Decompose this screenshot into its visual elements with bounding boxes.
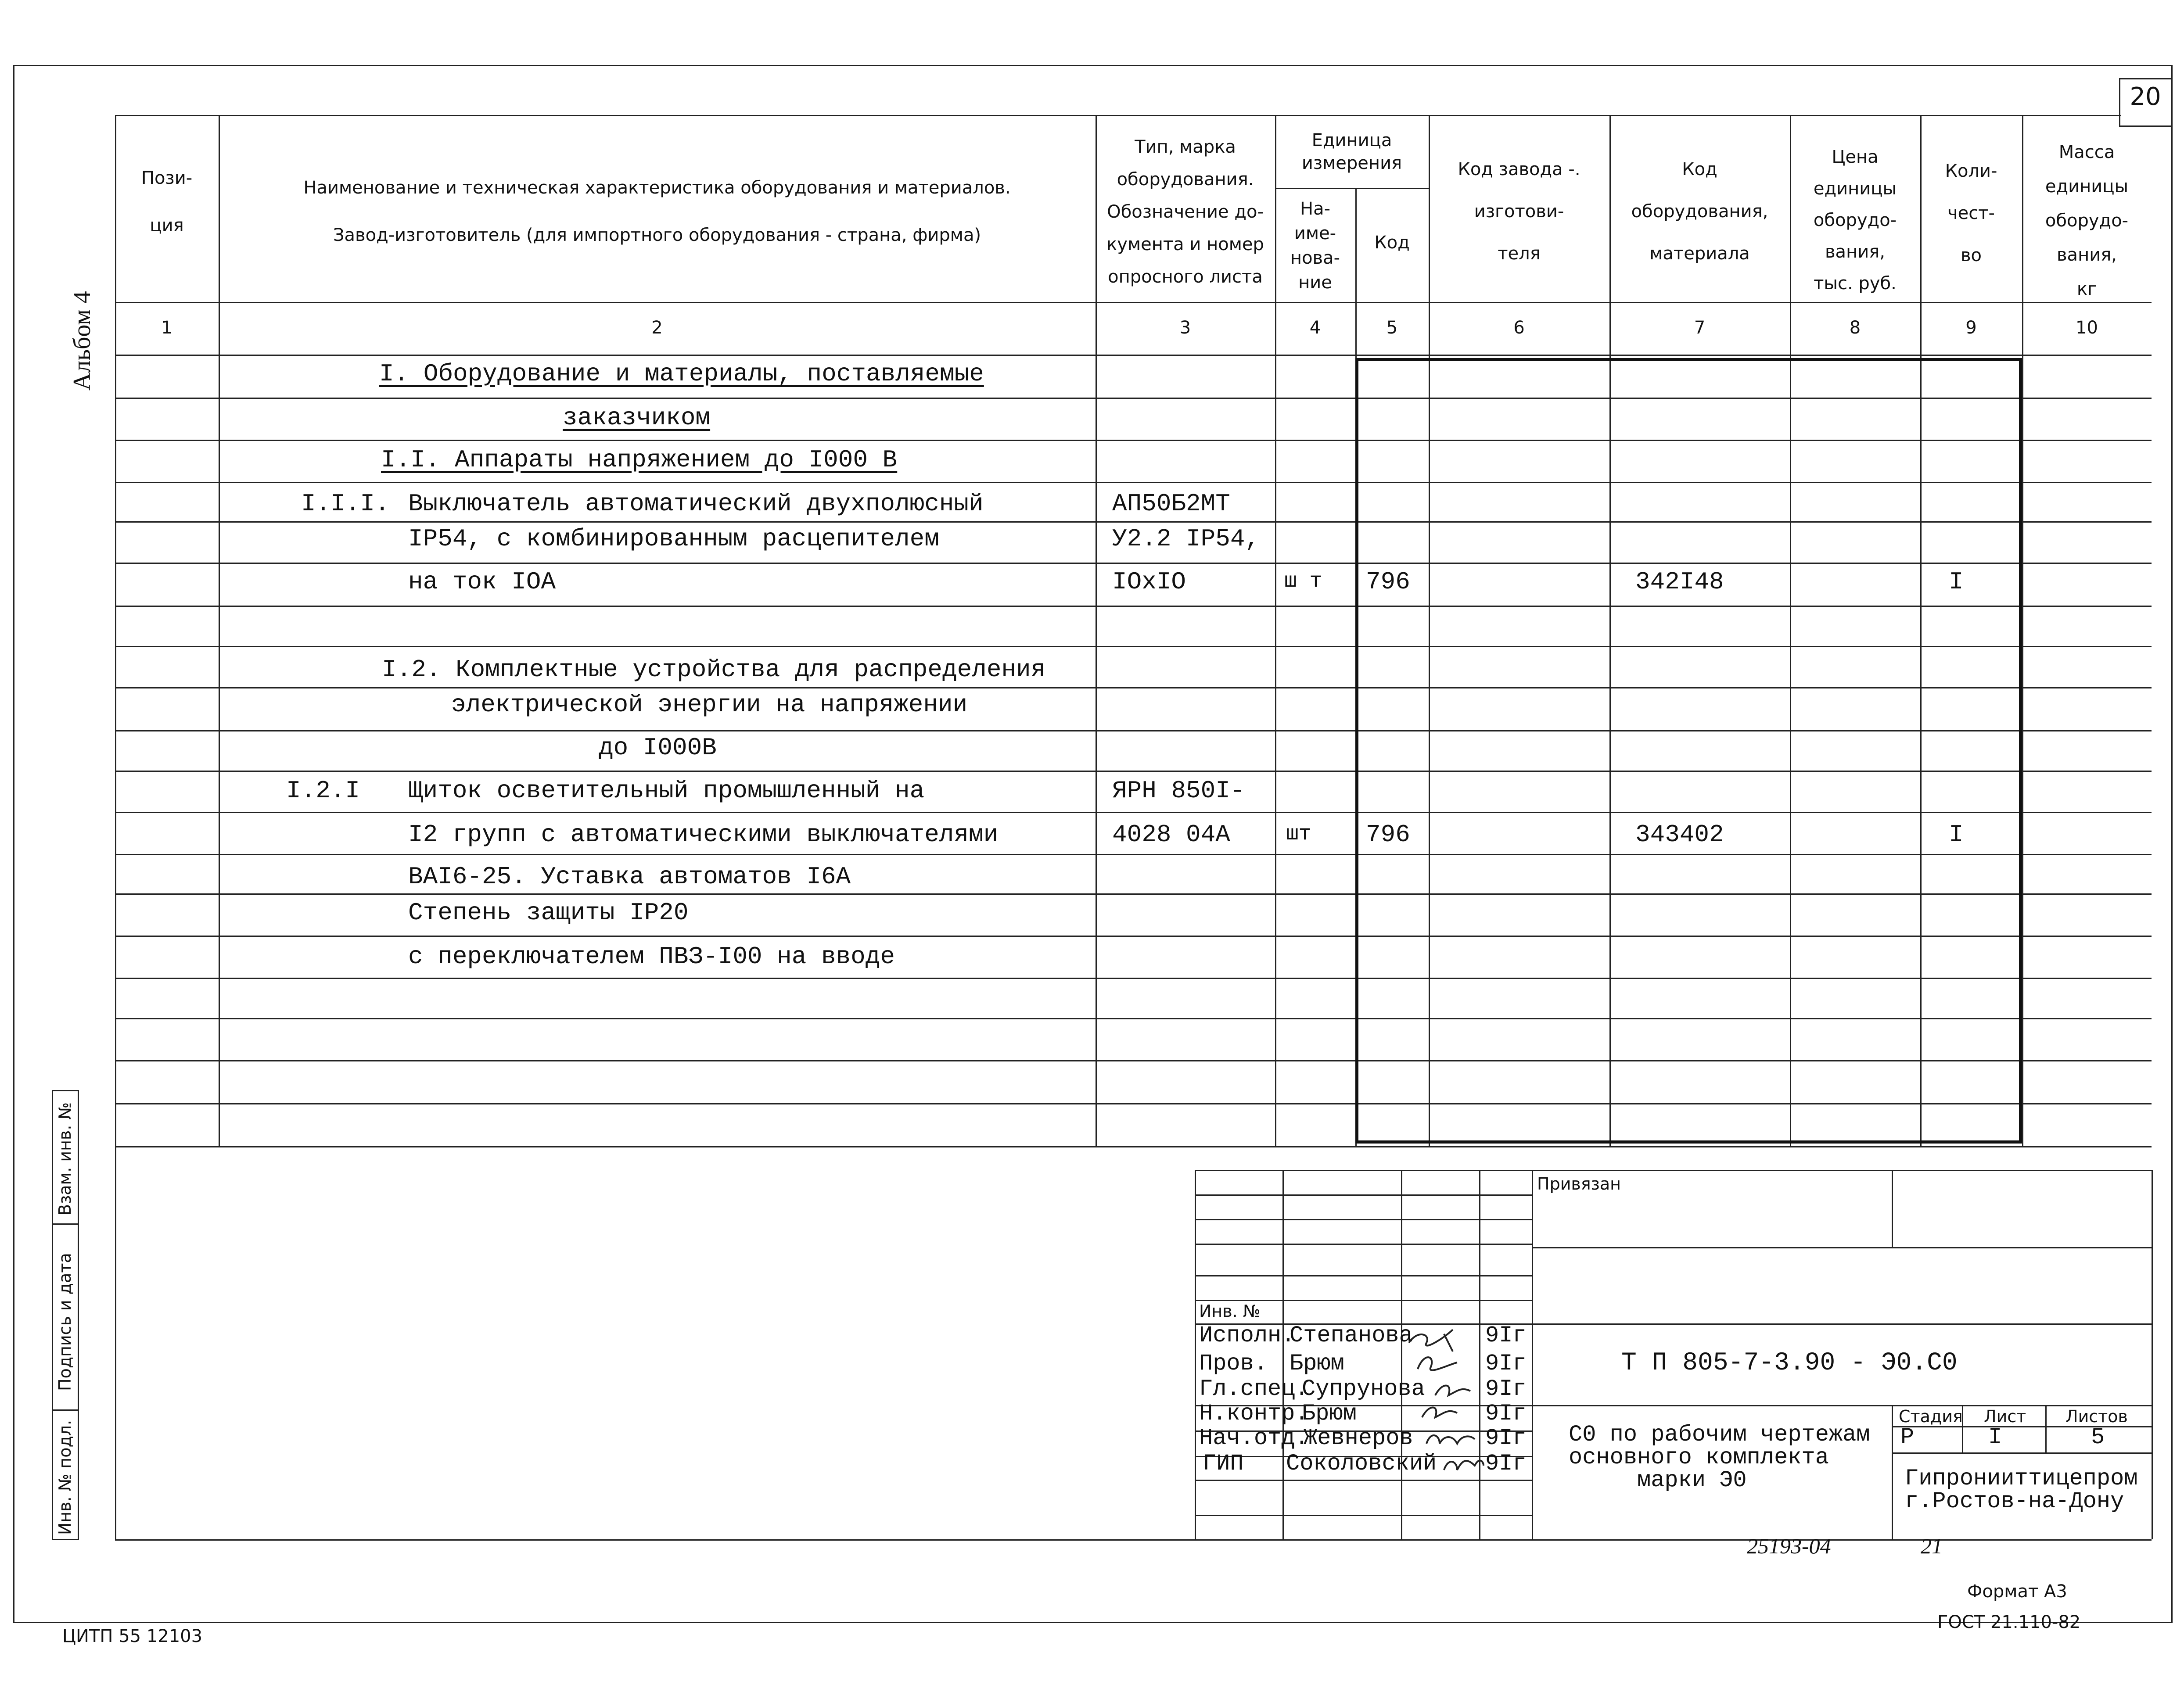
side-stamp-podpis: Подпись и дата xyxy=(55,1253,75,1391)
col-number: 1 xyxy=(161,318,172,338)
tb-row xyxy=(1195,1275,1532,1276)
equipment-code: 343402 xyxy=(1635,821,1724,849)
tb-role: Н.контр. xyxy=(1199,1401,1309,1427)
side-stamp-inv: Инв. № подл. xyxy=(55,1420,75,1535)
tb-signer: Супрунова xyxy=(1302,1376,1425,1402)
item-name: на ток IOA xyxy=(408,568,556,596)
quantity: I xyxy=(1949,568,1964,596)
tb-bottom xyxy=(115,1539,2152,1541)
col-number: 2 xyxy=(651,318,663,338)
tb-inv-no: Инв. № xyxy=(1199,1301,1261,1321)
item-name: с переключателем ПВЗ-I00 на вводе xyxy=(408,943,895,971)
section-title: I. Оборудование и материалы, поставляемые xyxy=(379,360,984,388)
col-line xyxy=(219,115,220,1146)
col-number: 8 xyxy=(1849,318,1861,338)
tb-signer: Степанова xyxy=(1290,1323,1413,1348)
tb-col xyxy=(2045,1405,2047,1452)
sheet-number-box-top xyxy=(2119,78,2172,79)
header-mass: Масса единицы оборудо- вания, кг xyxy=(2045,142,2129,299)
item-name: Степень защиты IP20 xyxy=(408,899,689,927)
tb-sheets-label: Листов xyxy=(2065,1407,2128,1426)
unit-name: шт xyxy=(1286,822,1311,846)
tb-row xyxy=(1532,1323,2152,1325)
frame-top xyxy=(13,65,2173,66)
tb-signer: Соколовский xyxy=(1286,1451,1437,1477)
unit-code: 796 xyxy=(1366,568,1410,596)
tb-signer: Брюм xyxy=(1290,1351,1344,1377)
handwritten-number: 21 xyxy=(1921,1534,1943,1558)
tb-row xyxy=(1195,1244,1532,1245)
item-name: Щиток осветительный промышленный на xyxy=(408,777,925,805)
tb-desc: С0 по рабочим чертежам xyxy=(1569,1422,1870,1448)
item-type: АП50Б2МТ xyxy=(1112,490,1230,518)
unit-code: 796 xyxy=(1366,821,1410,849)
handwritten-number: 25193-04 xyxy=(1747,1534,1831,1558)
tb-date: 9Iг xyxy=(1485,1401,1527,1427)
col-number: 3 xyxy=(1179,318,1191,338)
header-name: Наименование и техническая характеристика оборудования и материалов. Завод-изготовитель (для импортного оборудования - страна, фирма) xyxy=(303,178,1011,245)
tb-signer: Брюм xyxy=(1302,1401,1357,1427)
tb-row xyxy=(1195,1194,1532,1196)
frame-bottom xyxy=(13,1622,2173,1623)
item-type: IOxIO xyxy=(1112,568,1186,596)
tb-role: Гл.спец. xyxy=(1199,1376,1309,1402)
subsection-title: I.2. Комплектные устройства для распределения xyxy=(382,656,1046,684)
tb-desc: основного комплекта xyxy=(1569,1445,1829,1470)
col-number: 9 xyxy=(1965,318,1977,338)
item-type: 4028 04А xyxy=(1112,821,1230,849)
unit-header-split xyxy=(1275,188,1429,189)
sheet-number-box-bottom xyxy=(2119,125,2172,127)
header-unit-name: На- име- нова- ние xyxy=(1290,199,1340,293)
tb-sheets: 5 xyxy=(2091,1424,2105,1450)
unit-name: ш т xyxy=(1284,570,1322,593)
subsection-title: электрической энергии на напряжении xyxy=(451,691,968,719)
tb-org: г.Ростов-на-Дону xyxy=(1905,1488,2124,1514)
gost-label: ГОСТ 21.110-82 xyxy=(1937,1612,2081,1632)
header-unit: Единица измерения xyxy=(1301,130,1402,173)
tb-col xyxy=(1892,1170,1893,1247)
subsection-title: до I000В xyxy=(599,734,717,762)
item-name: Выключатель автоматический двухполюсный xyxy=(408,490,984,518)
subsection-title: I.I. Аппараты напряжением до I000 В xyxy=(381,446,898,474)
tb-row xyxy=(1532,1405,2152,1406)
header-type: Тип, марка оборудования. Обозначение до- кумента и номер опросного листа xyxy=(1106,137,1264,287)
col-number: 6 xyxy=(1513,318,1525,338)
col-number: 10 xyxy=(2076,318,2098,338)
col-number: 4 xyxy=(1309,318,1321,338)
tb-date: 9Iг xyxy=(1485,1451,1527,1477)
position-number: I.I.I. xyxy=(301,490,390,518)
item-type: ЯРН 850I- xyxy=(1112,777,1245,805)
item-name: I2 групп с автоматическими выключателями xyxy=(408,821,999,849)
tb-row xyxy=(1195,1480,1532,1481)
tb-org: Гипронииттицепром xyxy=(1905,1466,2138,1491)
tb-sheet: I xyxy=(1988,1424,2002,1450)
tb-date: 9Iг xyxy=(1485,1351,1527,1377)
side-stamp-line xyxy=(52,1223,79,1225)
tb-row xyxy=(1532,1247,2152,1248)
header-position: Пози- ция xyxy=(141,168,193,236)
table-bottom xyxy=(115,1146,2152,1147)
tb-stage: Р xyxy=(1900,1424,1915,1450)
col-number: 7 xyxy=(1694,318,1706,338)
tb-stage-label: Стадия xyxy=(1899,1407,1963,1426)
tb-col xyxy=(1532,1170,1533,1539)
tb-role: Пров. xyxy=(1199,1351,1268,1377)
frame-right xyxy=(2171,65,2173,1622)
tb-col xyxy=(1401,1170,1402,1539)
position-number: I.2.I xyxy=(286,777,360,805)
colnum-bottom xyxy=(115,355,2152,356)
header-equipment-code: Код оборудования, материала xyxy=(1631,159,1768,264)
tsitp-label: ЦИТП 55 12103 xyxy=(62,1626,203,1646)
tb-signer: Жевнеров xyxy=(1304,1425,1413,1451)
tb-role: ГИП xyxy=(1203,1451,1244,1477)
tb-date: 9Iг xyxy=(1485,1323,1527,1348)
tb-date: 9Iг xyxy=(1485,1425,1527,1451)
tb-doc-code: Т П 805-7-3.90 - Э0.С0 xyxy=(1621,1349,1958,1377)
frame-left xyxy=(13,65,14,1622)
quantity: I xyxy=(1949,821,1964,849)
tb-right xyxy=(2152,1170,2153,1539)
tb-date: 9Iг xyxy=(1485,1376,1527,1402)
header-unit-code: Код xyxy=(1374,233,1410,253)
tb-role: Исполн. xyxy=(1199,1323,1295,1348)
tb-desc: марки Э0 xyxy=(1637,1467,1747,1493)
table-top xyxy=(115,115,2121,116)
format-label: Формат А3 xyxy=(1967,1581,2067,1602)
album-label: Альбом 4 xyxy=(68,291,96,391)
tb-top xyxy=(1195,1170,2152,1171)
header-price: Цена единицы оборудо- вания, тыс. руб. xyxy=(1813,147,1897,294)
header-factory-code: Код завода -. изготови- теля xyxy=(1458,159,1581,264)
tb-row xyxy=(1195,1300,1532,1301)
tb-col xyxy=(1282,1170,1284,1539)
equipment-code: 342I48 xyxy=(1635,568,1724,596)
tb-row xyxy=(1892,1452,2152,1454)
tb-role: Нач.отд. xyxy=(1199,1425,1309,1451)
tb-col xyxy=(1479,1170,1480,1539)
sheet-number: 20 xyxy=(2130,82,2161,111)
item-name: ВАI6-25. Уставка автоматов I6А xyxy=(408,863,851,891)
tb-col xyxy=(1892,1405,1893,1539)
item-type: У2.2 IP54, xyxy=(1112,525,1260,553)
thick-block xyxy=(1355,358,2022,1144)
tb-row xyxy=(1195,1219,1532,1220)
item-name: IP54, с комбинированным расцепителем xyxy=(408,525,939,553)
tb-privyazan: Привязан xyxy=(1537,1174,1621,1194)
header-quantity: Коли- чест- во xyxy=(1945,161,1997,265)
side-stamp-vzam: Взам. инв. № xyxy=(55,1102,75,1215)
tb-row xyxy=(1195,1515,1532,1516)
header-bottom xyxy=(115,302,2152,303)
side-stamp-line xyxy=(52,1409,79,1411)
tb-left xyxy=(1195,1170,1196,1539)
tb-sheet-label: Лист xyxy=(1984,1407,2026,1426)
tb-row xyxy=(1892,1426,2152,1427)
col-number: 5 xyxy=(1386,318,1398,338)
section-title: заказчиком xyxy=(563,404,711,432)
